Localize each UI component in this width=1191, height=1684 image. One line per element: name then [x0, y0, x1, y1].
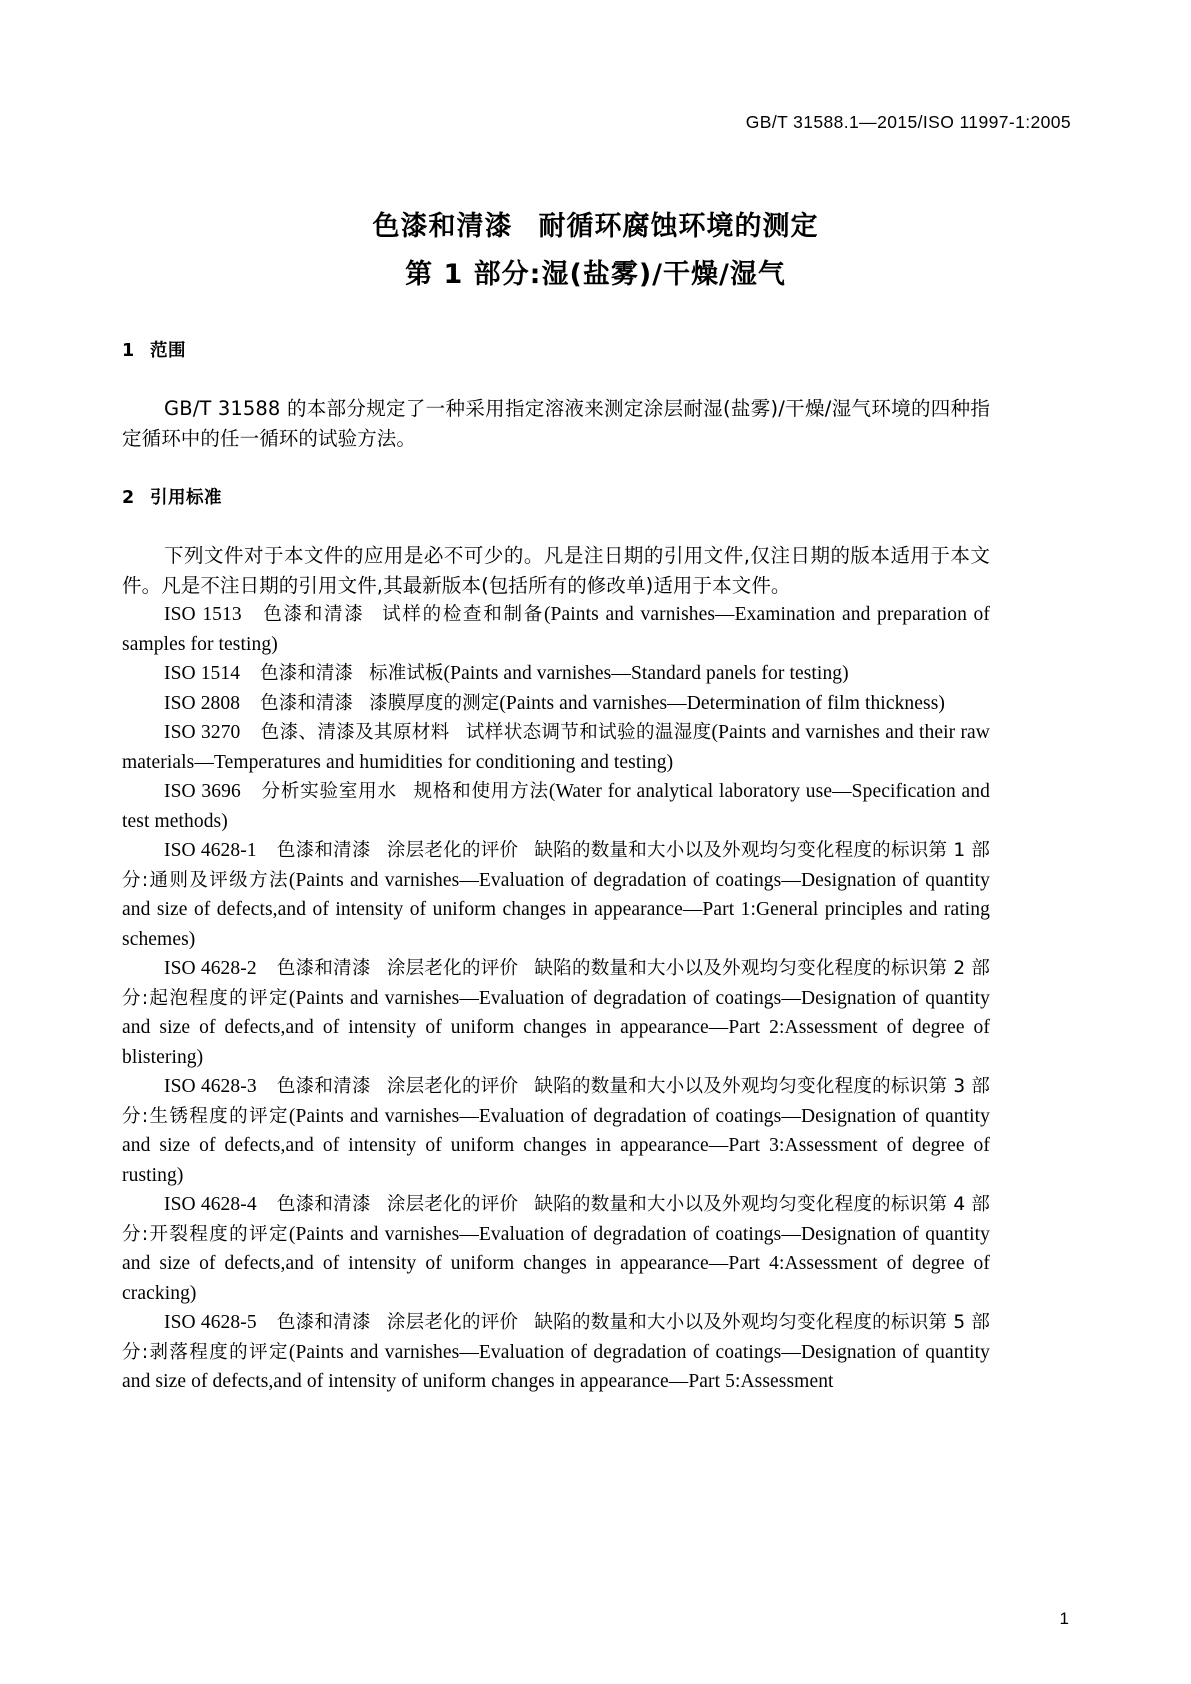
reference-item	[122, 777, 990, 836]
reference-cn-title: 分析实验室用水	[260, 781, 397, 802]
document-title-line2: 第 1 部分:湿(盐雾)/干燥/湿气	[405, 259, 786, 290]
reference-id: ISO 2808	[164, 692, 241, 714]
reference-cn-subtitle: 涂层老化的评价	[386, 1312, 519, 1333]
reference-id: ISO 3696	[164, 781, 241, 802]
reference-cn-title: 色漆和清漆	[276, 1312, 371, 1333]
reference-cn-extra: 缺陷的数量和大小以及外观均匀变化程度的标识	[534, 840, 929, 861]
reference-item	[122, 1308, 990, 1397]
reference-cn-extra: 缺陷的数量和大小以及外观均匀变化程度的标识	[534, 958, 929, 979]
reference-item	[122, 689, 990, 719]
reference-item	[122, 718, 990, 777]
reference-en-title: (Paints and varnishes—Determination of film thickness)	[499, 692, 946, 714]
reference-item	[122, 600, 990, 659]
scope-paragraph: GB/T 31588 的本部分规定了一种采用指定溶液来测定涂层耐湿(盐雾)/干燥/湿气环境的四种指定循环中的任一循环的试验方法。	[122, 397, 990, 450]
reference-cn-subtitle: 标准试板	[369, 663, 444, 684]
reference-item	[122, 836, 990, 954]
reference-cn-title: 色漆和清漆	[260, 692, 354, 714]
normative-references-paragraph: 下列文件对于本文件的应用是必不可少的。凡是注日期的引用文件,仅注日期的版本适用于本文件。凡是不注日期的引用文件,其最新版本(包括所有的修改单)适用于本文件。	[122, 544, 990, 597]
reference-cn-title: 色漆和清漆	[261, 604, 365, 625]
reference-cn-title: 色漆和清漆	[276, 1194, 371, 1215]
reference-en-title: (Paints and varnishes—Standard panels for testing)	[443, 663, 849, 684]
document-title	[0, 205, 1191, 297]
reference-cn-subtitle: 涂层老化的评价	[386, 1194, 519, 1215]
reference-id: ISO 1514	[164, 663, 241, 684]
reference-cn-extra: 缺陷的数量和大小以及外观均匀变化程度的标识	[534, 1194, 929, 1215]
reference-id: ISO 4628-4	[164, 1194, 257, 1215]
reference-cn-subtitle: 规格和使用方法	[412, 781, 549, 802]
section-number-2: 2	[122, 488, 135, 508]
reference-cn-title: 色漆和清漆	[276, 1076, 371, 1097]
document-body	[122, 338, 990, 1397]
reference-cn-part: 第 4 部分:开裂程度的评定	[122, 1194, 991, 1245]
reference-en-title: (Paints and varnishes—Examination and preparation of samples for testing)	[122, 604, 990, 655]
reference-cn-part: 第 2 部分:起泡程度的评定	[122, 958, 991, 1009]
reference-cn-subtitle: 涂层老化的评价	[386, 840, 519, 861]
reference-cn-title: 色漆和清漆	[260, 663, 354, 684]
reference-id: ISO 3270	[164, 722, 241, 743]
reference-cn-title: 色漆、清漆及其原材料	[260, 722, 450, 743]
section-heading-normative-references	[122, 485, 990, 511]
reference-id: ISO 4628-5	[164, 1312, 257, 1333]
reference-item	[122, 1190, 990, 1308]
reference-item	[122, 1072, 990, 1190]
page-number: 1	[1059, 1609, 1069, 1628]
reference-cn-subtitle: 涂层老化的评价	[386, 1076, 519, 1097]
reference-cn-part: 第 1 部分:通则及评级方法	[122, 840, 991, 891]
reference-id: ISO 1513	[164, 604, 242, 625]
reference-cn-extra: 缺陷的数量和大小以及外观均匀变化程度的标识	[534, 1312, 929, 1333]
document-title-line1-part2: 耐循环腐蚀环境的测定	[538, 211, 819, 242]
reference-cn-extra: 缺陷的数量和大小以及外观均匀变化程度的标识	[534, 1076, 929, 1097]
reference-cn-part: 第 5 部分:剥落程度的评定	[122, 1312, 991, 1363]
reference-cn-part: 第 3 部分:生锈程度的评定	[122, 1076, 991, 1127]
reference-en-title: (Paints and varnishes—Evaluation of degradation of coatings—Designation of quantity and size of defects,and of intensity of uniform changes in appearance—Part 5:Assessment	[122, 1341, 990, 1392]
reference-id: ISO 4628-2	[164, 958, 257, 979]
section-number-1: 1	[122, 341, 135, 361]
reference-cn-title: 色漆和清漆	[276, 840, 371, 861]
reference-cn-title: 色漆和清漆	[276, 958, 371, 979]
reference-cn-subtitle: 试样的检查和制备	[380, 604, 544, 625]
running-header-standard-code: GB/T 31588.1—2015/ISO 11997-1:2005	[745, 112, 1071, 132]
reference-item	[122, 659, 990, 689]
reference-en-title: (Paints and varnishes—Evaluation of degradation of coatings—Designation of quantity and size of defects,and of intensity of uniform changes in appearance—Part 4:Assessment of degree of cracking)	[122, 1223, 990, 1304]
section-title-1: 范围	[150, 341, 186, 361]
reference-en-title: (Paints and varnishes—Evaluation of degradation of coatings—Designation of quantity and size of defects,and of intensity of uniform changes in appearance—Part 3:Assessment of degree of rusting)	[122, 1105, 990, 1186]
reference-cn-subtitle: 漆膜厚度的测定	[369, 692, 500, 714]
reference-cn-subtitle: 涂层老化的评价	[386, 958, 519, 979]
reference-en-title: (Water for analytical laboratory use—Specification and test methods)	[122, 781, 991, 832]
reference-cn-subtitle: 试样状态调节和试验的温湿度	[465, 722, 712, 743]
section-heading-scope	[122, 338, 990, 364]
document-title-line1-part1: 色漆和清漆	[372, 211, 513, 242]
reference-item	[122, 954, 990, 1072]
reference-en-title: (Paints and varnishes and their raw materials—Temperatures and humidities for conditioning and testing)	[122, 722, 990, 773]
section-title-2: 引用标准	[150, 488, 222, 508]
reference-id: ISO 4628-3	[164, 1076, 257, 1097]
reference-en-title: (Paints and varnishes—Evaluation of degradation of coatings—Designation of quantity and size of defects,and of intensity of uniform changes in appearance—Part 2:Assessment of degree of blistering)	[122, 987, 990, 1068]
reference-en-title: (Paints and varnishes—Evaluation of degradation of coatings—Designation of quantity and size of defects,and of intensity of uniform changes in appearance—Part 1:General principles and rating schemes)	[122, 869, 990, 950]
reference-id: ISO 4628-1	[164, 840, 257, 861]
